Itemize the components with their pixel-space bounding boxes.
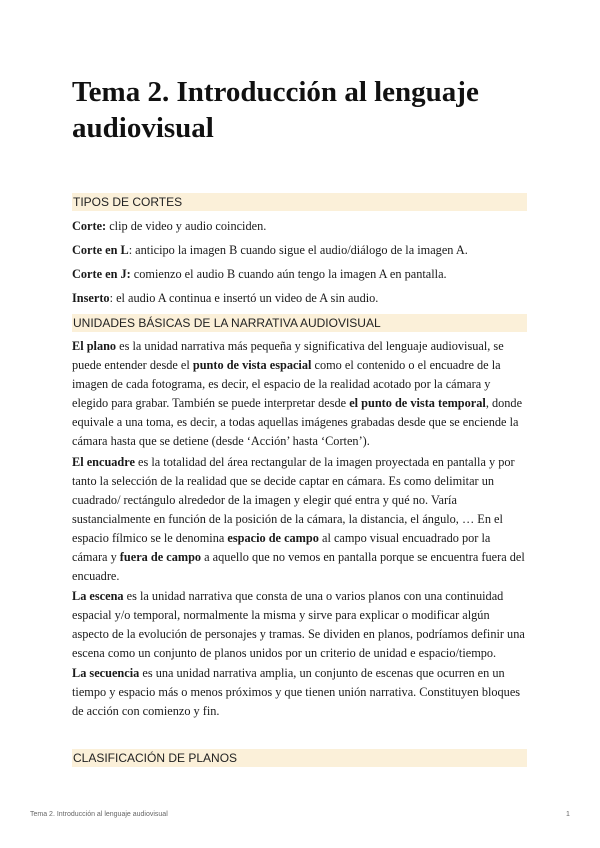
term-plano: El plano bbox=[72, 339, 117, 353]
paragraph-text: es la unidad narrativa que consta de una o varios planos con una continuidad espacial y/o temporal, normalmente la misma y sirve para explicar o modificar algún aspecto de la evolución de personajes y tramas. Se dividen en planos, podríamos definir una escena como un conjunto de planos unidos por un criterio de unidad e espacio/tiempo. bbox=[72, 589, 525, 660]
definition-text: comienzo el audio B cuando aún tengo la imagen A en pantalla. bbox=[130, 267, 447, 281]
term-secuencia: La secuencia bbox=[72, 666, 140, 680]
paragraph-text: , donde equivale a una toma, es decir, a todas aquellas imágenes grabadas desde que se enciende la cámara hasta que se detiene (desde ‘Acción’ hasta ‘Corten’). bbox=[72, 396, 523, 448]
section-heading-unidades-basicas: UNIDADES BÁSICAS DE LA NARRATIVA AUDIOVISUAL bbox=[72, 314, 527, 332]
footer-document-title: Tema 2. Introducción al lenguaje audiovisual bbox=[30, 811, 168, 818]
definition-corte-en-l bbox=[72, 241, 527, 260]
paragraph-escena bbox=[72, 587, 527, 663]
paragraph-text: es la totalidad del área rectangular de la imagen proyectada en pantalla y por tanto la selección de la realidad que se decide captar en cámara. Es como delimitar un cuadrado/ rectángulo alrededor de la imagen y elegir qué entra y qué no. Varía sustancialmente en función de la posición de la cámara, la distancia, el ángulo, … En el espacio fílmico se le denomina bbox=[72, 455, 515, 545]
term-corte: Corte: bbox=[72, 219, 107, 233]
paragraph-text: es una unidad narrativa amplia, un conjunto de escenas que ocurren en un tiempo y espacio más o menos próximos y que tienen unión narrativa. Constituyen bloques de acción con comienzo y fin. bbox=[72, 666, 521, 718]
term-inserto: Inserto bbox=[72, 291, 110, 305]
footer-page-number: 1 bbox=[566, 811, 570, 818]
bold-espacio-de-campo: espacio de campo bbox=[227, 531, 319, 545]
paragraph-text: es la unidad narrativa más pequeña y significativa del lenguaje audiovisual, se puede entender desde el bbox=[72, 339, 504, 372]
definition-text: : el audio A continua e insertó un video de A sin audio. bbox=[109, 291, 379, 305]
definition-text: clip de video y audio coinciden. bbox=[106, 219, 267, 233]
term-escena: La escena bbox=[72, 589, 124, 603]
section-heading-clasificacion-planos: CLASIFICACIÓN DE PLANOS bbox=[72, 749, 527, 767]
definition-inserto bbox=[72, 289, 527, 308]
bold-fuera-de-campo: fuera de campo bbox=[119, 550, 202, 564]
term-encuadre: El encuadre bbox=[72, 455, 135, 469]
section-heading-tipos-de-cortes: TIPOS DE CORTES bbox=[72, 193, 527, 211]
paragraph-text: al campo visual encuadrado por la cámara y bbox=[72, 531, 491, 564]
definition-corte bbox=[72, 217, 527, 236]
paragraph-encuadre bbox=[72, 453, 527, 586]
bold-punto-vista-temporal: el punto de vista temporal bbox=[349, 396, 486, 410]
paragraph-plano bbox=[72, 337, 527, 451]
term-corte-en-l: Corte en L bbox=[72, 243, 129, 257]
page-title: Tema 2. Introducción al lenguaje audiovisual bbox=[72, 76, 479, 144]
paragraph-secuencia bbox=[72, 664, 527, 721]
definition-corte-en-j bbox=[72, 265, 527, 284]
definition-text: : anticipo la imagen B cuando sigue el audio/diálogo de la imagen A. bbox=[128, 243, 468, 257]
paragraph-text: como el contenido o el encuadre de la imagen de cada fotograma, es decir, el espacio de la realidad acotado por la cámara y elegido para grabar. También se puede interpretar desde bbox=[72, 358, 501, 410]
term-corte-en-j: Corte en J: bbox=[72, 267, 131, 281]
paragraph-text: a aquello que no vemos en pantalla porque se encuentra fuera del encuadre. bbox=[72, 550, 525, 583]
bold-punto-vista-espacial: punto de vista espacial bbox=[192, 358, 312, 372]
